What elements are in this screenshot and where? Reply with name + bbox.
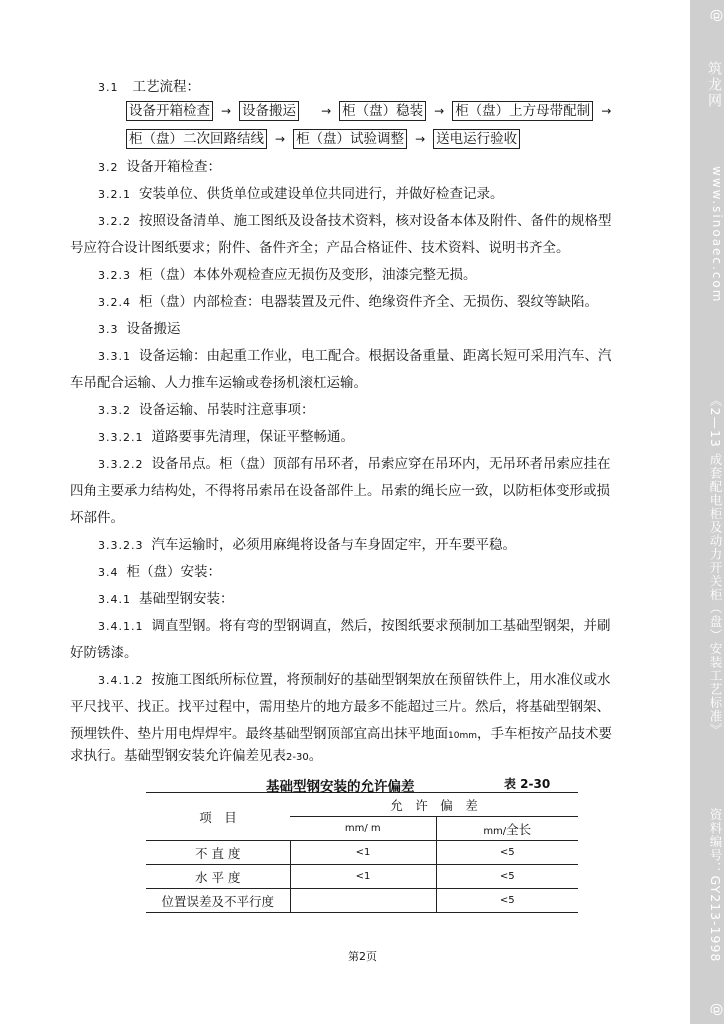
section-3-4-1-2-line-1: 3.4.1.2 按施工图纸所标位置，将预制好的基础型钢架放在预留铁件上，用水准仪或水 bbox=[98, 672, 611, 688]
flow-step-transport: 设备搬运 bbox=[239, 101, 299, 121]
section-3-4-1-1-line-1: 3.4.1.1 调直型钢。将有弯的型钢调直，然后，按图纸要求预制加工基础型钢架，并刷 bbox=[98, 618, 611, 634]
section-3-3-heading: 3.3 设备搬运 bbox=[98, 321, 181, 337]
section-3-4-1-2-line-2: 平尺找平、找正。找平过程中，需用垫片的地方最多不能超过三片。然后，将基础型钢架、 bbox=[70, 699, 610, 715]
flow-arrow: → bbox=[415, 132, 426, 146]
flow-arrow: → bbox=[601, 104, 612, 118]
section-3-3-1-line-2: 车吊配合运输、人力推车运输或卷扬机滚杠运输。 bbox=[70, 375, 367, 391]
section-3-4-1-2-line-3: 预埋铁件、垫片用电焊焊牢。最终基础型钢顶部宜高出抹平地面10mm，手车柜按产品技术要 bbox=[70, 726, 612, 742]
process-flow-row-2 bbox=[126, 129, 520, 151]
section-3-4-1-heading: 3.4.1 基础型钢安装： bbox=[98, 591, 234, 607]
site-name: 筑龙网 bbox=[706, 61, 722, 109]
flow-step-unpacking: 设备开箱检查 bbox=[126, 101, 213, 121]
flow-arrow: → bbox=[434, 104, 445, 118]
table-header-unit-per-m: mm/ m bbox=[290, 817, 436, 841]
section-3-4-1-2-line-4: 求执行。基础型钢安装允许偏差见表2-30。 bbox=[70, 748, 323, 764]
site-url: www.sinoaec.com bbox=[710, 166, 724, 304]
table-number: 表 2-30 bbox=[504, 777, 551, 791]
table-header-item: 项 目 bbox=[146, 793, 290, 841]
flow-step-busbar: 柜（盘）上方母带配制 bbox=[452, 101, 593, 121]
side-watermark-strip bbox=[690, 0, 724, 1024]
table-row: 位置误差及不平行度 <5 bbox=[146, 889, 578, 913]
section-3-2-4: 3.2.4 柜（盘）内部检查：电器装置及元件、绝缘资件齐全、无损伤、裂纹等缺陷。 bbox=[98, 294, 598, 310]
document-title: 《2—13 成套配电柜及动力开关柜（盘）安装工艺标准》 bbox=[708, 393, 723, 737]
table-title: 基础型钢安装的允许偏差 bbox=[266, 779, 415, 795]
table-row: 水 平 度 <1 <5 bbox=[146, 865, 578, 889]
section-3-2-2-line-2: 号应符合设计图纸要求；附件、备件齐全；产品合格证件、技术资料、说明书齐全。 bbox=[70, 240, 570, 256]
section-3-3-2-3: 3.3.2.3 汽车运输时，必须用麻绳将设备与车身固定牢，开车要平稳。 bbox=[98, 537, 516, 553]
section-3-3-1-line-1: 3.3.1 设备运输：由起重工作业，电工配合。根据设备重量、距离长短可采用汽车、汽 bbox=[98, 348, 612, 364]
flow-step-testing: 柜（盘）试验调整 bbox=[293, 129, 407, 149]
section-3-2-heading: 3.2 设备开箱检查： bbox=[98, 159, 221, 175]
flow-step-energize: 送电运行验收 bbox=[433, 129, 520, 149]
table-header-tolerance: 允 许 偏 差 bbox=[290, 793, 578, 817]
section-3-2-2-line-1: 3.2.2 按照设备清单、施工图纸及设备技术资料，核对设备本体及附件、备件的规格型 bbox=[98, 213, 612, 229]
section-3-3-2-2-line-1: 3.3.2.2 设备吊点。柜（盘）顶部有吊环者，吊索应穿在吊环内，无吊环者吊索应挂在 bbox=[98, 456, 611, 472]
section-3-2-1: 3.2.1 安装单位、供货单位或建设单位共同进行，并做好检查记录。 bbox=[98, 186, 504, 202]
section-3-3-2: 3.3.2 设备运输、吊装时注意事项： bbox=[98, 402, 315, 418]
process-flow-row-1 bbox=[126, 101, 619, 123]
section-3-4-heading: 3.4 柜（盘）安装： bbox=[98, 564, 221, 580]
section-3-3-2-2-line-2: 四角主要承力结构处，不得将吊索吊在设备部件上。吊索的绳长应一致，以防柜体变形或损 bbox=[70, 483, 610, 499]
section-3-2-3: 3.2.3 柜（盘）本体外观检查应无损伤及变形，油漆完整无损。 bbox=[98, 267, 477, 283]
flow-arrow: → bbox=[221, 104, 232, 118]
section-3-4-1-1-line-2: 好防锈漆。 bbox=[70, 645, 138, 661]
flow-arrow: → bbox=[321, 104, 332, 118]
flow-step-install: 柜（盘）稳装 bbox=[339, 101, 426, 121]
bottom-at-mark: @ bbox=[709, 1002, 724, 1018]
flow-step-secondary-wiring: 柜（盘）二次回路结线 bbox=[126, 129, 267, 149]
top-at-mark: @ bbox=[709, 8, 724, 24]
table-header-unit-full: mm/全长 bbox=[436, 817, 578, 841]
section-3-3-2-1: 3.3.2.1 道路要事先清理，保证平整畅通。 bbox=[98, 429, 354, 445]
section-3-1-heading: 3.1 工艺流程： bbox=[98, 79, 200, 95]
page-number: 第2页 bbox=[348, 950, 377, 963]
table-row: 不 直 度 <1 <5 bbox=[146, 841, 578, 865]
tolerance-table bbox=[146, 792, 578, 913]
flow-arrow: → bbox=[275, 132, 286, 146]
document-code: 资料编号：GY213-1998 bbox=[708, 807, 723, 963]
section-3-3-2-2-line-3: 坏部件。 bbox=[70, 510, 124, 526]
